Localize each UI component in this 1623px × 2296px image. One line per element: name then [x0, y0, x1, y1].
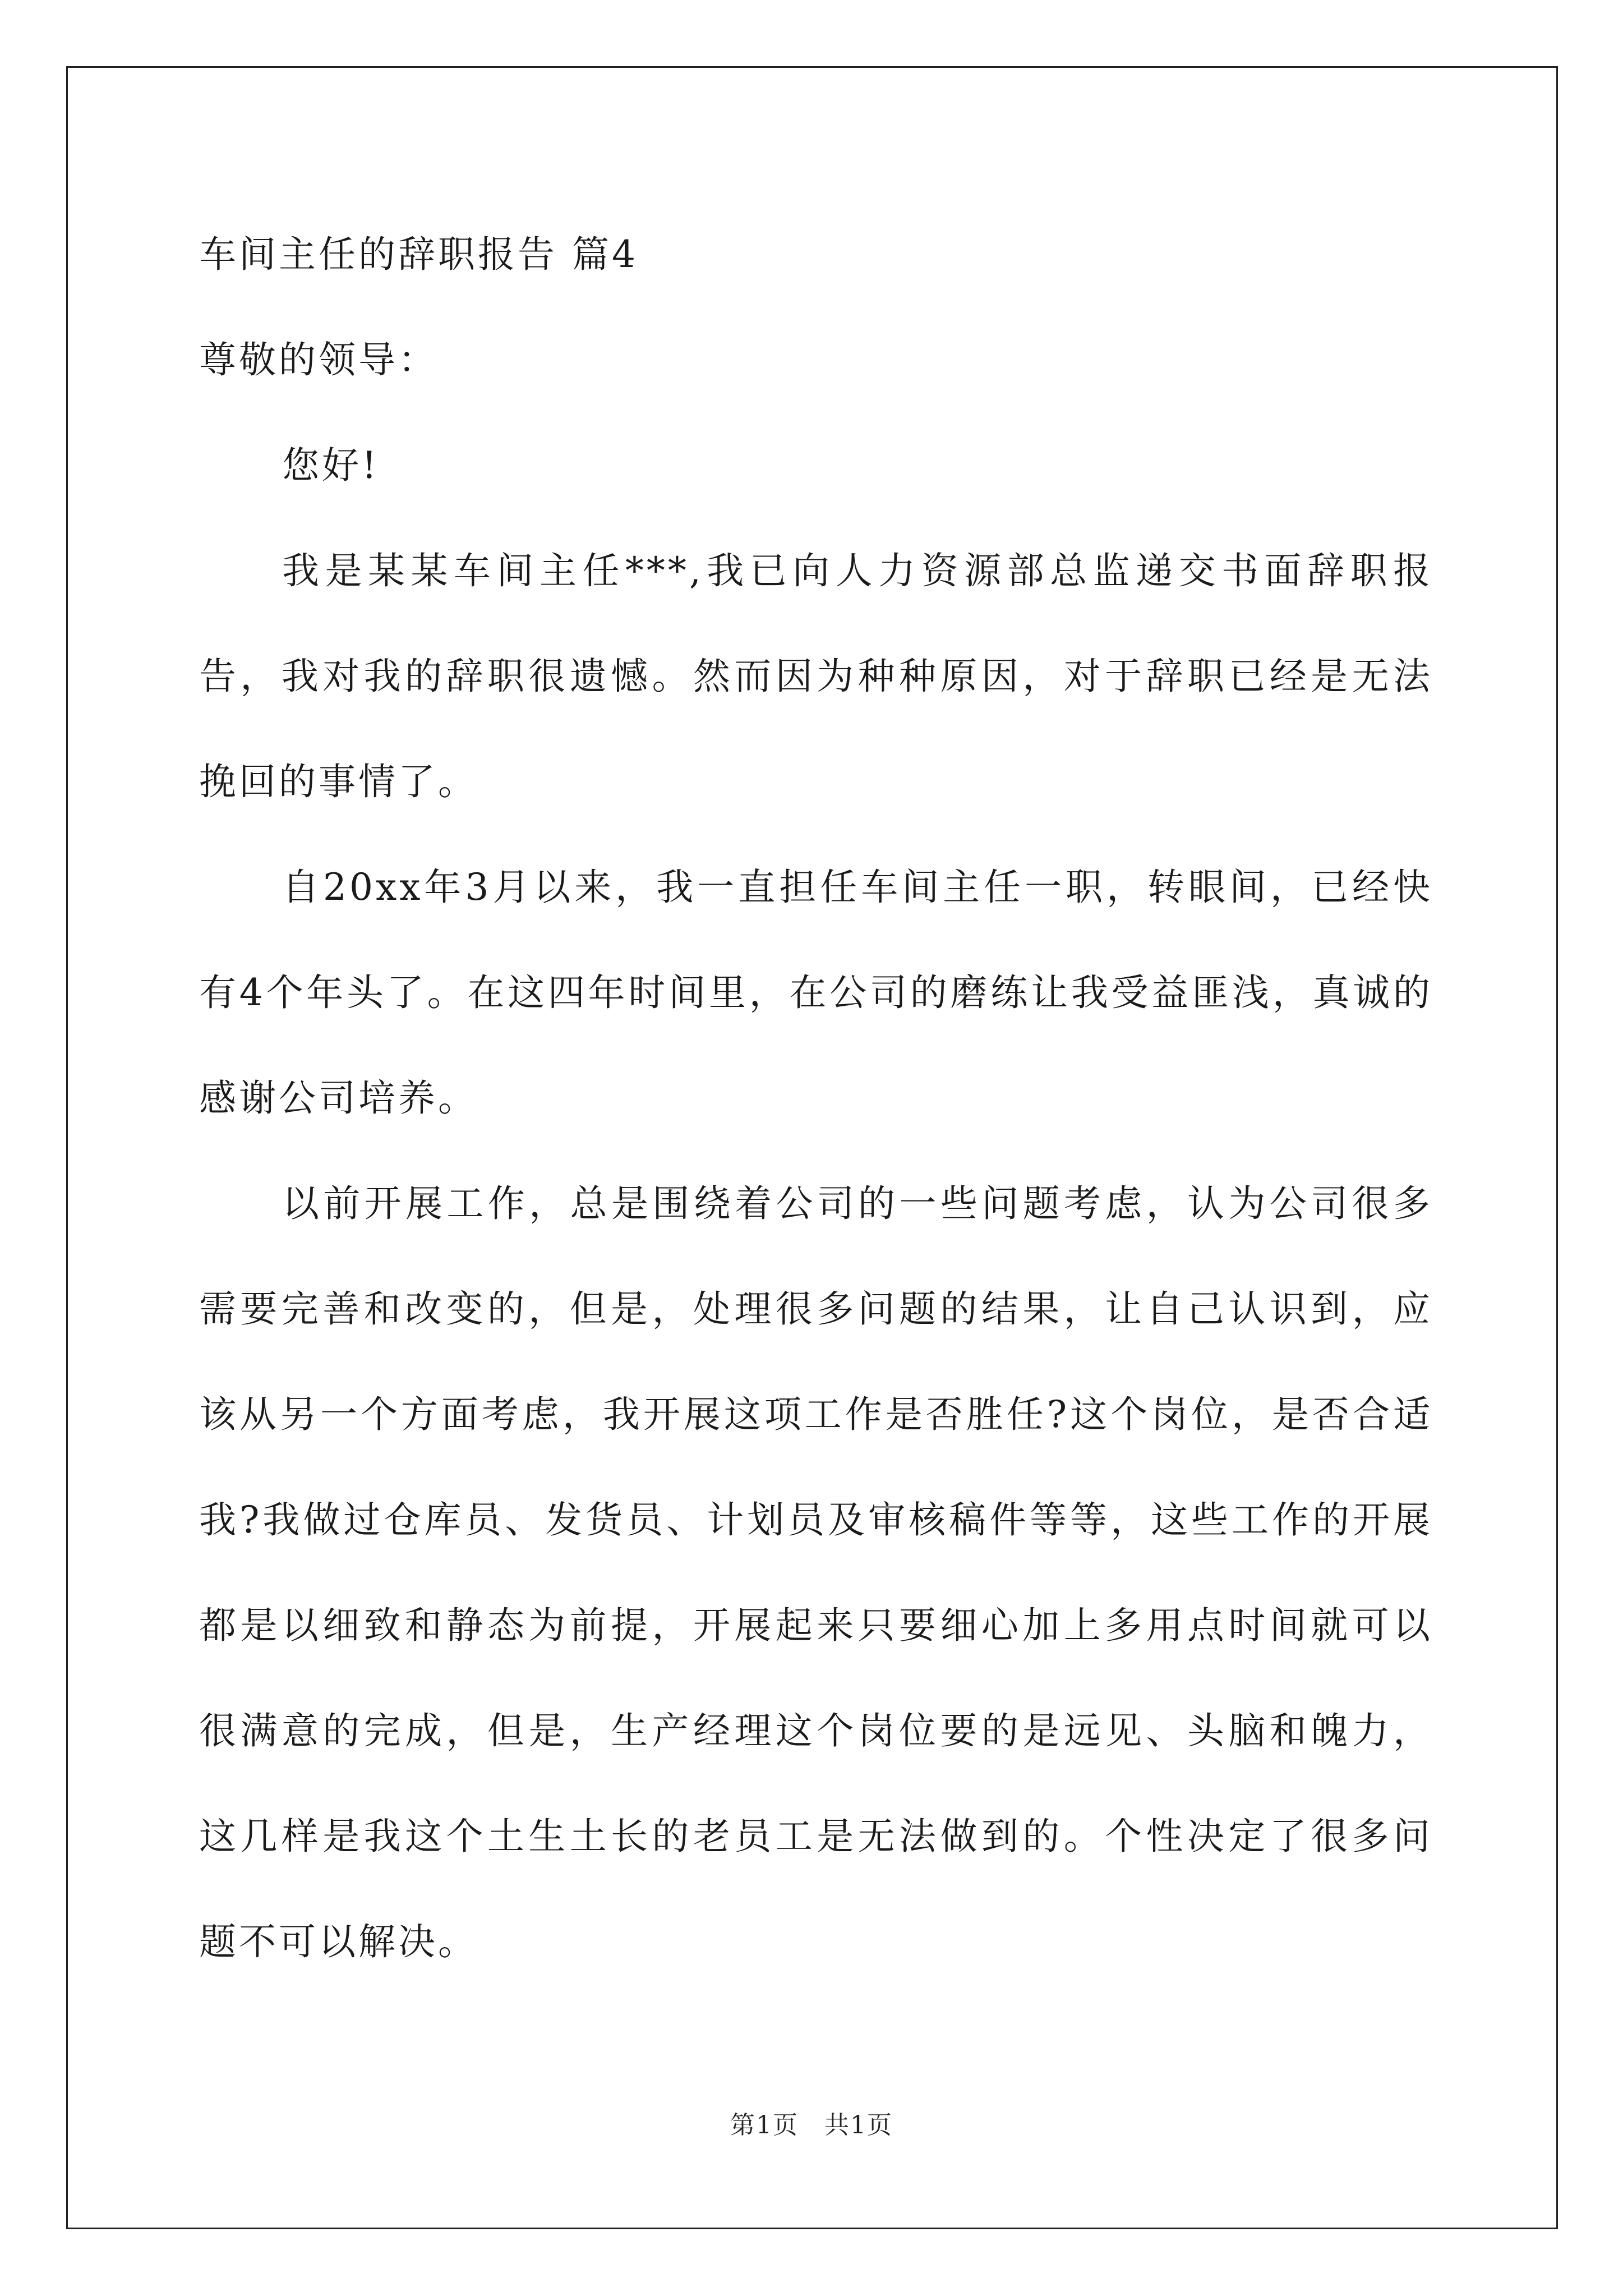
- paragraph-3: 以前开展工作，总是围绕着公司的一些问题考虑，认为公司很多需要完善和改变的，但是，处理很多问题的结果，让自己认识到，应该从另一个方面考虑，我开展这项工作是否胜任?这个岗位，是否合适我?我做过仓库员、发货员、计划员及审核稿件等等，这些工作的开展都是以细致和静态为前提，开展起来只要细心加上多用点时间就可以很满意的完成，但是，生产经理这个岗位要的是远见、头脑和魄力，这几样是我这个土生土长的老员工是无法做到的。个性决定了很多问题不可以解决。: [199, 1182, 1433, 1963]
- document-body: [199, 202, 1433, 1995]
- page-footer: 第1页 共1页: [730, 2111, 893, 2139]
- paragraph-2: 自20xx年3月以来，我一直担任车间主任一职，转眼间，已经快有4个年头了。在这四年时间里，在公司的磨练让我受益匪浅，真诚的感谢公司培养。: [199, 866, 1433, 1120]
- paragraph-1: 我是某某车间主任***,我已向人力资源部总监递交书面辞职报告，我对我的辞职很遗憾。然而因为种种原因，对于辞职已经是无法挽回的事情了。: [199, 549, 1433, 803]
- document-title: 车间主任的辞职报告 篇4: [199, 233, 638, 276]
- greeting: 您好!: [282, 444, 380, 487]
- salutation: 尊敬的领导：: [199, 338, 438, 381]
